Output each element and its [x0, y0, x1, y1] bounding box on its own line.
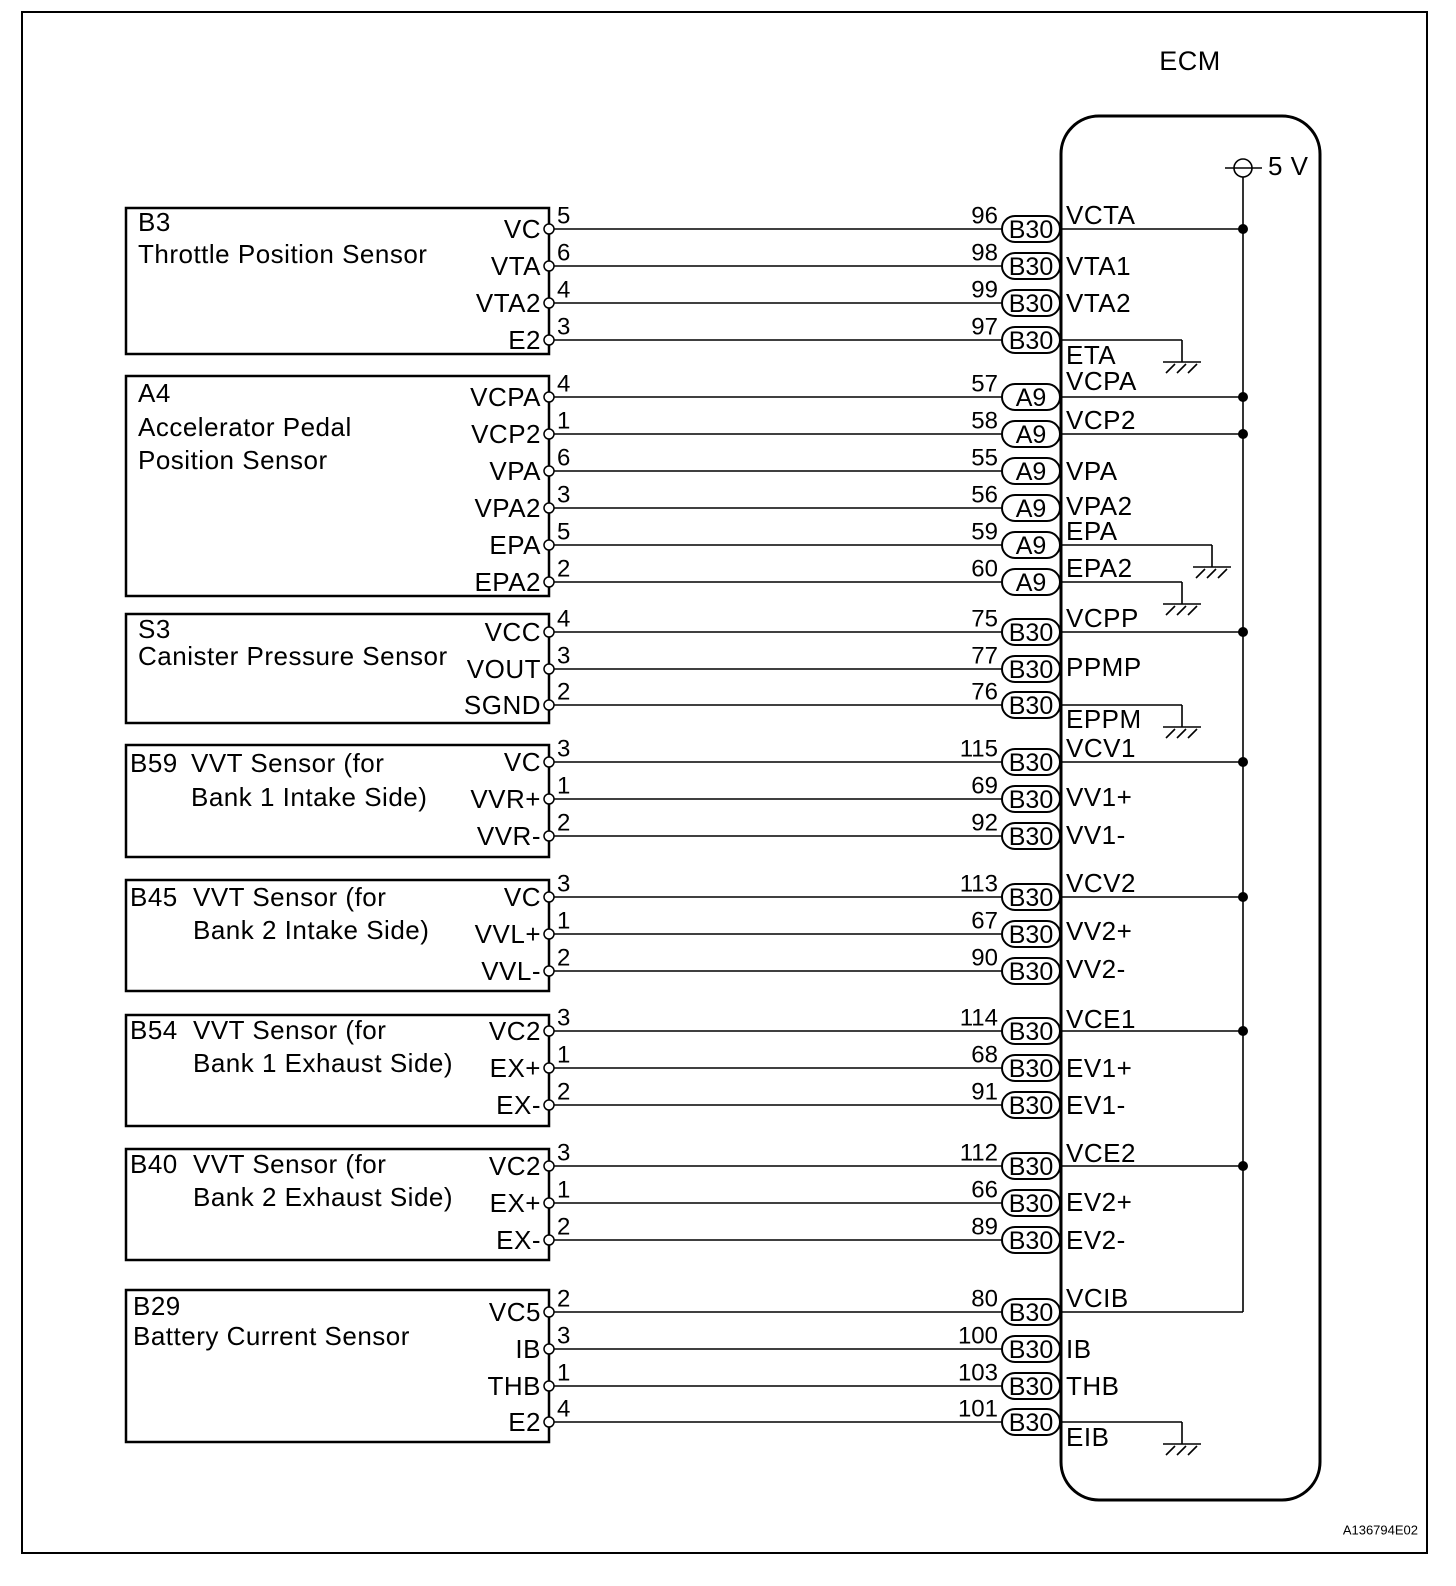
- connector-label: B30: [1008, 823, 1054, 851]
- sensor-b59: [126, 733, 1248, 857]
- terminal-circle: [544, 1307, 554, 1317]
- sensor-pin-label: EX-: [496, 1225, 541, 1255]
- ecm-pin-number: 68: [971, 1041, 998, 1069]
- sensor-pin-number: 2: [557, 678, 571, 706]
- supply-5v-icon: [1225, 159, 1262, 177]
- terminal-circle: [544, 577, 554, 587]
- sensor-pin-label: EX+: [489, 1188, 541, 1218]
- sensor-box: [126, 208, 549, 354]
- connector-label: B30: [1008, 786, 1054, 814]
- sensor-pin-label: VC2: [488, 1151, 541, 1181]
- sensor-pin-number: 3: [557, 870, 571, 898]
- connector-label: B30: [1008, 958, 1054, 986]
- sensor-pin-number: 1: [557, 1041, 571, 1069]
- circuit-vta2: [476, 277, 1131, 319]
- circuit-ev2-minus: [496, 1214, 1126, 1256]
- sensor-pin-number: 2: [557, 1078, 571, 1106]
- terminal-circle: [544, 929, 554, 939]
- sensor-a4: [126, 366, 1248, 615]
- sensor-b3: [126, 200, 1248, 373]
- circuit-ib: [515, 1323, 1091, 1365]
- connector-label: B30: [1008, 1299, 1054, 1327]
- circuit-vcib: [489, 1283, 1243, 1327]
- connector-label: B30: [1008, 253, 1054, 281]
- ecm-signal-label: EPPM: [1066, 704, 1142, 734]
- sensor-circuits: [126, 200, 1248, 1455]
- sensor-b29: [126, 1283, 1243, 1455]
- sensor-pin-label: EPA: [489, 530, 541, 560]
- ecm-pin-number: 114: [959, 1004, 998, 1032]
- circuit-vcv2: [504, 868, 1248, 912]
- terminal-circle: [544, 892, 554, 902]
- ecm-signal-label: VCV1: [1066, 733, 1136, 763]
- sensor-pin-label: IB: [515, 1334, 541, 1364]
- sensor-pin-number: 3: [557, 642, 571, 670]
- ground-hatch: [1218, 569, 1227, 578]
- sensor-name-line: Bank 1 Exhaust Side): [193, 1048, 454, 1078]
- ecm-signal-label: VTA2: [1066, 288, 1132, 318]
- ecm-pin-number: 55: [971, 444, 998, 472]
- ecm-pin-number: 99: [971, 276, 998, 304]
- sensor-pin-label: VVL-: [481, 956, 541, 986]
- circuit-ev1-minus: [496, 1079, 1126, 1121]
- sensor-pin-label: VC: [503, 747, 541, 777]
- terminal-circle: [544, 1344, 554, 1354]
- junction-dot: [1238, 1161, 1248, 1171]
- ecm-pin-number: 57: [971, 370, 998, 398]
- circuit-vcp2: [471, 405, 1248, 449]
- ecm-signal-label: EPA: [1066, 516, 1118, 546]
- ground-icon: [1163, 362, 1201, 373]
- connector-label: A9: [1015, 421, 1047, 449]
- sensor-box: [126, 1290, 549, 1442]
- ground-icon: [1163, 1444, 1201, 1455]
- sensor-pin-label: VOUT: [466, 654, 541, 684]
- sensor-name-line: VVT Sensor (for: [191, 748, 385, 778]
- junction-dot: [1238, 429, 1248, 439]
- junction-dot: [1238, 757, 1248, 767]
- junction-dot: [1238, 627, 1248, 637]
- connector-label: A9: [1015, 384, 1047, 412]
- ecm-pin-number: 113: [959, 870, 998, 898]
- sensor-pin-label: EX-: [496, 1090, 541, 1120]
- ecm-pin-number: 112: [959, 1139, 998, 1167]
- ground-hatch: [1207, 569, 1216, 578]
- circuit-eta: [508, 314, 1201, 374]
- terminal-circle: [544, 466, 554, 476]
- terminal-circle: [544, 1381, 554, 1391]
- terminal-circle: [544, 261, 554, 271]
- connector-label: B30: [1008, 1153, 1054, 1181]
- circuit-eib: [508, 1396, 1201, 1456]
- sensor-pin-label: EPA2: [474, 567, 541, 597]
- sensor-code: B3: [138, 207, 171, 237]
- ecm-signal-label: VTA1: [1066, 251, 1132, 281]
- terminal-circle: [544, 1063, 554, 1073]
- sensor-name-line: Position Sensor: [138, 445, 328, 475]
- ground-hatch: [1188, 606, 1197, 615]
- circuit-vta1: [491, 240, 1131, 282]
- sensor-code: B29: [133, 1291, 181, 1321]
- ecm-signal-label: VCPP: [1066, 603, 1139, 633]
- sensor-pin-number: 2: [557, 555, 571, 583]
- connector-label: B30: [1008, 1336, 1054, 1364]
- ecm-pin-number: 90: [971, 944, 998, 972]
- sensor-pin-number: 1: [557, 1176, 571, 1204]
- ground-hatch: [1177, 364, 1186, 373]
- ground-icon: [1163, 604, 1201, 615]
- ecm-signal-label: VV1+: [1066, 782, 1133, 812]
- sensor-pin-number: 5: [557, 202, 571, 230]
- ecm-pin-number: 60: [971, 555, 998, 583]
- circuit-vpa: [489, 445, 1117, 487]
- terminal-circle: [544, 831, 554, 841]
- junction-dot: [1238, 1026, 1248, 1036]
- connector-label: A9: [1015, 495, 1047, 523]
- ecm-signal-label: EIB: [1066, 1422, 1110, 1452]
- junction-dot: [1238, 224, 1248, 234]
- ecm-signal-label: VCE2: [1066, 1138, 1136, 1168]
- ecm-signal-label: VPA: [1066, 456, 1118, 486]
- sensor-pin-label: EX+: [489, 1053, 541, 1083]
- connector-label: A9: [1015, 458, 1047, 486]
- sensor-pin-number: 2: [557, 809, 571, 837]
- connector-label: B30: [1008, 884, 1054, 912]
- sensor-pin-number: 5: [557, 518, 571, 546]
- sensor-pin-label: VTA2: [475, 288, 541, 318]
- connector-label: B30: [1008, 1092, 1054, 1120]
- ecm-signal-label: THB: [1066, 1371, 1120, 1401]
- ground-hatch: [1166, 729, 1175, 738]
- ground-hatch: [1188, 364, 1197, 373]
- terminal-circle: [544, 757, 554, 767]
- sensor-code: S3: [138, 614, 171, 644]
- circuit-vv2-minus: [481, 945, 1126, 987]
- sensor-pin-label: VC5: [488, 1297, 541, 1327]
- ecm-pin-number: 67: [971, 907, 998, 935]
- sensor-code: B40: [130, 1149, 178, 1179]
- ecm-signal-label: PPMP: [1066, 652, 1142, 682]
- sensor-pin-number: 1: [557, 907, 571, 935]
- sensor-s3: [126, 603, 1248, 738]
- terminal-circle: [544, 627, 554, 637]
- sensor-code: B59: [130, 748, 178, 778]
- sensor-pin-number: 4: [557, 276, 571, 304]
- sensor-b40: [126, 1138, 1248, 1260]
- terminal-circle: [544, 224, 554, 234]
- terminal-circle: [544, 794, 554, 804]
- sensor-pin-number: 3: [557, 481, 571, 509]
- circuit-vcta: [504, 200, 1248, 244]
- junction-dot: [1238, 892, 1248, 902]
- sensor-name-line: Bank 1 Intake Side): [191, 782, 428, 812]
- ecm-title: ECM: [1159, 46, 1221, 76]
- ecm-signal-label: VCPA: [1066, 366, 1137, 396]
- sensor-pin-label: VVL+: [474, 919, 541, 949]
- terminal-circle: [544, 700, 554, 710]
- sensor-pin-number: 1: [557, 407, 571, 435]
- ecm-signal-label: VCV2: [1066, 868, 1136, 898]
- ecm-signal-label: VCP2: [1066, 405, 1136, 435]
- circuit-vce2: [489, 1138, 1248, 1181]
- ground-hatch: [1196, 569, 1205, 578]
- connector-label: B30: [1008, 749, 1054, 777]
- sensor-b45: [126, 868, 1248, 991]
- sensor-pin-label: VTA: [490, 251, 541, 281]
- ground-hatch: [1188, 729, 1197, 738]
- figure-id: A136794E02: [1342, 1522, 1418, 1538]
- sensor-name-line: VVT Sensor (for: [193, 882, 387, 912]
- terminal-circle: [544, 1161, 554, 1171]
- sensor-name-line: Throttle Position Sensor: [138, 239, 428, 269]
- ecm-pin-number: 80: [971, 1285, 998, 1313]
- ecm-pin-number: 59: [971, 518, 998, 546]
- sensor-pin-label: VC: [503, 882, 541, 912]
- ecm-signal-label: EV2+: [1066, 1187, 1133, 1217]
- connector-label: A9: [1015, 532, 1047, 560]
- ground-icon: [1193, 567, 1231, 578]
- sensor-pin-label: VC: [503, 214, 541, 244]
- ecm-signal-label: EPA2: [1066, 553, 1133, 583]
- sensor-name-line: Bank 2 Intake Side): [193, 915, 430, 945]
- ecm-pin-number: 77: [971, 642, 998, 670]
- connector-label: A9: [1015, 569, 1047, 597]
- connector-label: B30: [1008, 692, 1054, 720]
- sensor-code: B54: [130, 1015, 178, 1045]
- connector-label: B30: [1008, 1190, 1054, 1218]
- sensor-pin-number: 3: [557, 1139, 571, 1167]
- terminal-circle: [544, 298, 554, 308]
- ecm-pin-number: 56: [971, 481, 998, 509]
- ecm-signal-label: VCIB: [1066, 1283, 1129, 1313]
- circuit-thb: [488, 1360, 1120, 1402]
- terminal-circle: [544, 1026, 554, 1036]
- circuit-ev2-plus: [490, 1177, 1133, 1219]
- sensor-name-line: Bank 2 Exhaust Side): [193, 1182, 454, 1212]
- terminal-circle: [544, 503, 554, 513]
- connector-label: B30: [1008, 1409, 1054, 1437]
- sensor-pin-number: 2: [557, 1213, 571, 1241]
- circuit-vce1: [489, 1004, 1248, 1046]
- connector-label: B30: [1008, 1018, 1054, 1046]
- connector-label: B30: [1008, 290, 1054, 318]
- terminal-circle: [544, 335, 554, 345]
- circuit-vcv1: [504, 733, 1248, 777]
- sensor-pin-number: 1: [557, 1359, 571, 1387]
- connector-label: B30: [1008, 1227, 1054, 1255]
- connector-label: B30: [1008, 216, 1054, 244]
- terminal-circle: [544, 540, 554, 550]
- sensor-pin-label: THB: [487, 1371, 541, 1401]
- sensor-pin-number: 3: [557, 1004, 571, 1032]
- ecm-pin-number: 89: [971, 1213, 998, 1241]
- ecm-signal-label: VCE1: [1066, 1004, 1136, 1034]
- ecm-pin-number: 96: [971, 202, 998, 230]
- ground-hatch: [1166, 606, 1175, 615]
- terminal-circle: [544, 1417, 554, 1427]
- terminal-circle: [544, 1100, 554, 1110]
- ecm-pin-number: 66: [971, 1176, 998, 1204]
- sensor-pin-number: 3: [557, 313, 571, 341]
- connector-label: B30: [1008, 656, 1054, 684]
- circuit-vv2-plus: [475, 908, 1133, 950]
- terminal-circle: [544, 392, 554, 402]
- ecm-pin-number: 91: [971, 1078, 998, 1106]
- ecm-signal-label: EV2-: [1066, 1225, 1126, 1255]
- ground-hatch: [1177, 1446, 1186, 1455]
- junction-dot: [1238, 392, 1248, 402]
- sensor-pin-number: 1: [557, 772, 571, 800]
- circuit-eppm: [464, 679, 1201, 739]
- sensor-pin-label: VPA2: [474, 493, 541, 523]
- circuit-ev1-plus: [490, 1042, 1133, 1084]
- ecm-signal-label: VCTA: [1066, 200, 1136, 230]
- ground-icon: [1163, 727, 1201, 738]
- ecm-signal-label: VPA2: [1066, 491, 1133, 521]
- sensor-pin-label: VCC: [484, 617, 541, 647]
- ecm-pin-number: 100: [957, 1322, 998, 1350]
- circuit-vv1-minus: [477, 810, 1126, 852]
- sensor-name-line: Accelerator Pedal: [138, 412, 352, 442]
- supply-voltage-label: 5 V: [1268, 151, 1309, 181]
- ecm-pin-number: 115: [959, 735, 998, 763]
- sensor-name-line: Canister Pressure Sensor: [138, 641, 448, 671]
- ecm-pin-number: 69: [971, 772, 998, 800]
- ecm-signal-label: IB: [1066, 1334, 1092, 1364]
- ecm-pin-number: 76: [971, 678, 998, 706]
- ecm-pin-number: 97: [971, 313, 998, 341]
- ecm-signal-label: VV2-: [1066, 954, 1126, 984]
- ground-hatch: [1166, 1446, 1175, 1455]
- connector-label: B30: [1008, 1373, 1054, 1401]
- circuit-vpa2: [474, 482, 1132, 524]
- terminal-circle: [544, 1235, 554, 1245]
- sensor-pin-number: 4: [557, 370, 571, 398]
- ecm-pin-number: 103: [957, 1359, 998, 1387]
- sensor-b54: [126, 1004, 1248, 1126]
- sensor-code: A4: [138, 378, 171, 408]
- sensor-pin-label: VCPA: [470, 382, 541, 412]
- terminal-circle: [544, 966, 554, 976]
- sensor-pin-label: VVR-: [476, 821, 541, 851]
- sensor-name-line: Battery Current Sensor: [133, 1321, 410, 1351]
- ecm-signal-label: VV2+: [1066, 916, 1133, 946]
- sensor-pin-number: 4: [557, 605, 571, 633]
- sensor-pin-label: VVR+: [470, 784, 541, 814]
- sensor-pin-number: 2: [557, 1285, 571, 1313]
- sensor-pin-number: 6: [557, 239, 571, 267]
- sensor-pin-label: SGND: [463, 690, 541, 720]
- terminal-circle: [544, 664, 554, 674]
- ground-hatch: [1166, 364, 1175, 373]
- ground-hatch: [1177, 729, 1186, 738]
- sensor-pin-number: 3: [557, 1322, 571, 1350]
- sensor-name-line: VVT Sensor (for: [193, 1015, 387, 1045]
- sensor-pin-label: E2: [508, 1407, 541, 1437]
- ecm-signal-label: EV1+: [1066, 1053, 1133, 1083]
- connector-label: B30: [1008, 921, 1054, 949]
- ecm-signal-label: VV1-: [1066, 820, 1126, 850]
- ecm-pin-number: 75: [971, 605, 998, 633]
- sensor-pin-label: VCP2: [471, 419, 541, 449]
- connector-label: B30: [1008, 619, 1054, 647]
- sensor-pin-number: 3: [557, 735, 571, 763]
- circuit-vv1-plus: [470, 773, 1132, 815]
- ecm-pin-number: 101: [957, 1395, 998, 1423]
- terminal-circle: [544, 1198, 554, 1208]
- ecm-pin-number: 98: [971, 239, 998, 267]
- terminal-circle: [544, 429, 554, 439]
- sensor-pin-label: VPA: [489, 456, 541, 486]
- circuit-vcpp: [485, 603, 1248, 647]
- ecm-pin-number: 58: [971, 407, 998, 435]
- sensor-pin-label: E2: [508, 325, 541, 355]
- sensor-name-line: VVT Sensor (for: [193, 1149, 387, 1179]
- sensor-pin-number: 4: [557, 1395, 571, 1423]
- sensor-pin-number: 2: [557, 944, 571, 972]
- ecm-signal-label: EV1-: [1066, 1090, 1126, 1120]
- connector-label: B30: [1008, 327, 1054, 355]
- ecm-pin-number: 92: [971, 809, 998, 837]
- ground-hatch: [1177, 606, 1186, 615]
- ecm-signal-label: ETA: [1066, 340, 1117, 370]
- sensor-pin-number: 6: [557, 444, 571, 472]
- sensor-code: B45: [130, 882, 178, 912]
- ground-hatch: [1188, 1446, 1197, 1455]
- sensor-pin-label: VC2: [488, 1016, 541, 1046]
- connector-label: B30: [1008, 1055, 1054, 1083]
